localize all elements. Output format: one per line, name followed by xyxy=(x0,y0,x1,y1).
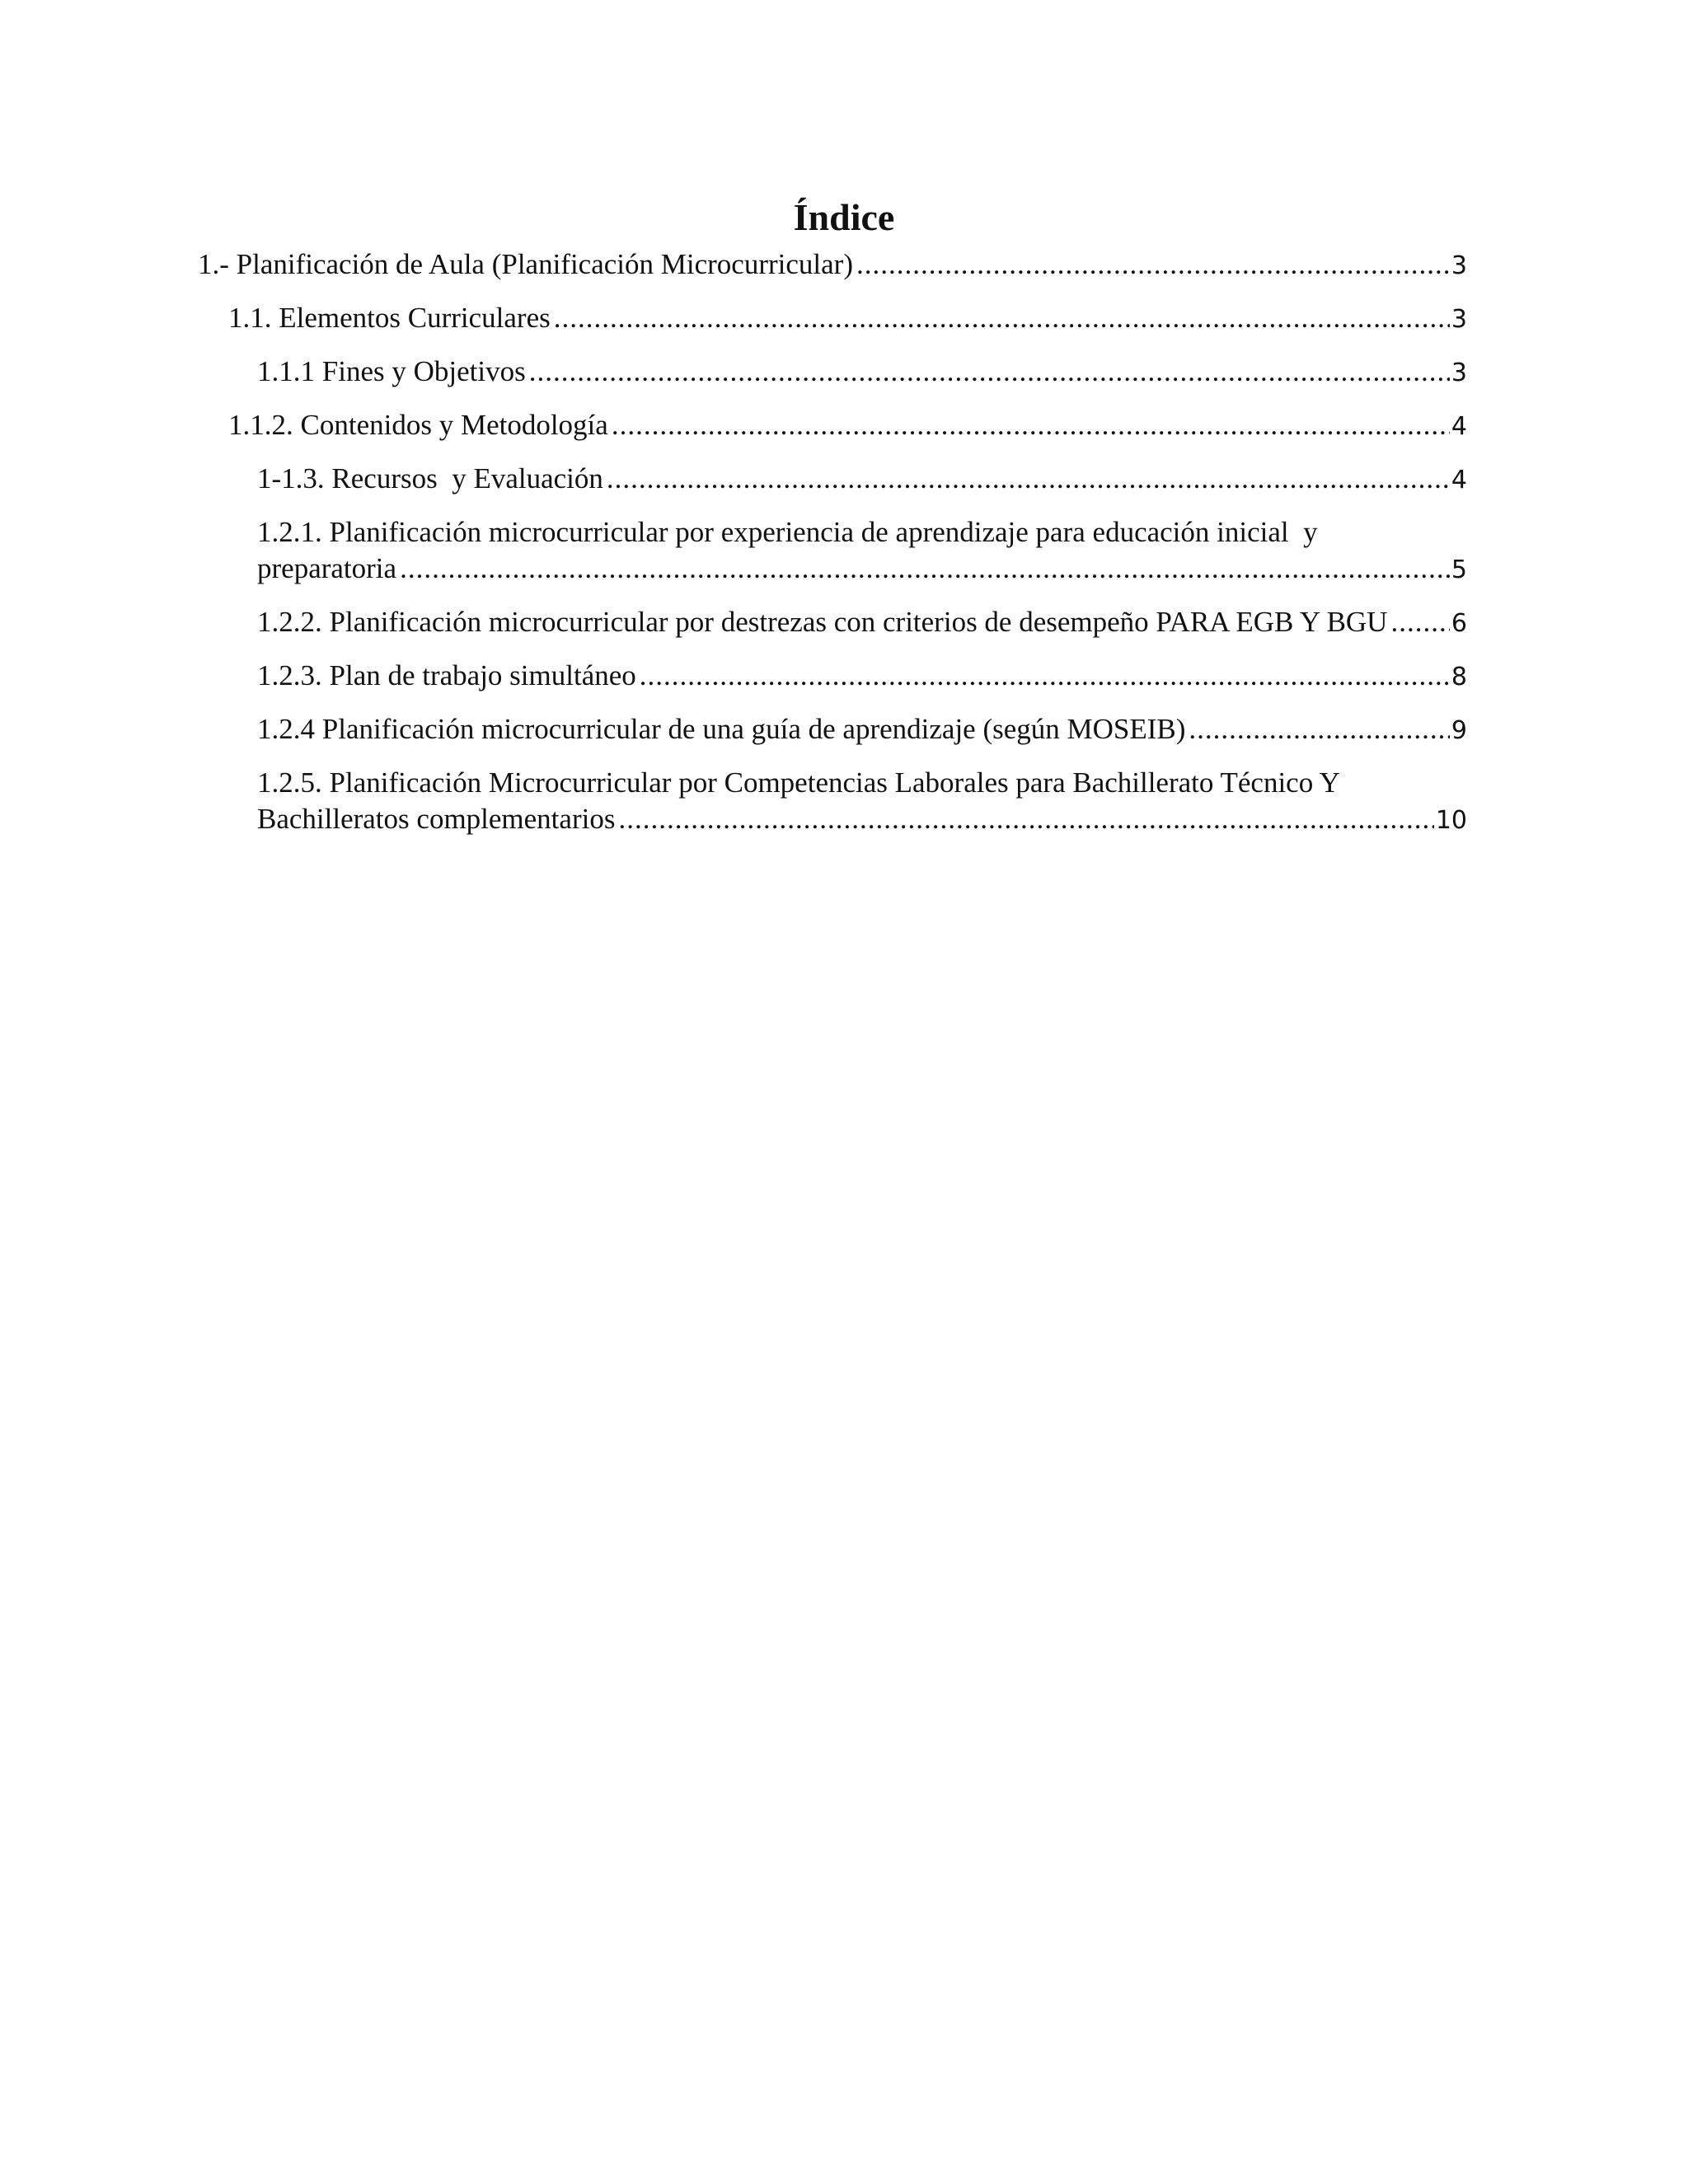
toc-entry-text: 1.2.2. Planificación microcurricular por destrezas con criterios de desempeño PARA EGB Y BGU xyxy=(257,606,1388,638)
toc-leader xyxy=(618,801,1433,837)
toc-entry[interactable] xyxy=(198,246,1467,283)
toc-entry[interactable] xyxy=(228,407,1467,443)
toc-leader xyxy=(612,407,1450,443)
toc-leader xyxy=(640,658,1450,694)
toc-entry[interactable] xyxy=(257,461,1467,497)
toc-entry-text: 1.1.2. Contenidos y Metodología xyxy=(228,409,608,441)
toc-entry-text: 1.- Planificación de Aula (Planificación Microcurricular) xyxy=(198,248,853,280)
toc-leader xyxy=(529,354,1450,390)
toc-page-number: 3 xyxy=(1451,251,1467,280)
toc-leader xyxy=(607,461,1450,497)
toc-entry[interactable] xyxy=(257,551,1467,587)
toc-entry-text: 1.2.1. Planificación microcurricular por experiencia de aprendizaje para educación inicial y xyxy=(257,516,1318,548)
toc-entry-text: 1.2.4 Planificación microcurricular de una guía de aprendizaje (según MOSEIB) xyxy=(257,713,1186,745)
toc-entry[interactable] xyxy=(257,801,1467,837)
toc-leader xyxy=(856,246,1450,283)
toc-leader xyxy=(554,300,1450,336)
toc-entry-text: 1.1. Elementos Curriculares xyxy=(228,302,551,334)
toc-entry[interactable] xyxy=(257,354,1467,390)
toc-entry[interactable] xyxy=(257,604,1467,640)
toc-page-number: 9 xyxy=(1451,716,1467,745)
toc-entry-text: 1.2.5. Planificación Microcurricular por Competencias Laborales para Bachillerato Técnico Y xyxy=(257,766,1340,799)
toc-page-number: 4 xyxy=(1451,412,1467,441)
toc-entry-text-continued: preparatoria xyxy=(257,552,397,584)
toc-entry-text: 1-1.3. Recursos y Evaluación xyxy=(257,462,603,494)
toc-entry[interactable] xyxy=(257,658,1467,694)
toc-entry-text: 1.2.3. Plan de trabajo simultáneo xyxy=(257,659,636,691)
toc-leader xyxy=(400,551,1450,587)
toc-leader xyxy=(1390,604,1449,640)
toc-entry-text-continued: Bachilleratos complementarios xyxy=(257,803,616,835)
toc-entry-text: 1.1.1 Fines y Objetivos xyxy=(257,355,526,387)
toc-entry[interactable] xyxy=(257,711,1467,748)
toc-page-number: 10 xyxy=(1435,806,1467,835)
toc-page-number: 6 xyxy=(1451,609,1467,638)
page-title: Índice xyxy=(793,196,895,238)
toc-page-number: 8 xyxy=(1451,663,1467,691)
toc-page-number: 4 xyxy=(1451,466,1467,494)
toc-page-number: 5 xyxy=(1451,555,1467,584)
toc-entry-wrapped-line[interactable] xyxy=(257,514,1318,551)
toc-entry[interactable] xyxy=(228,300,1467,336)
toc-page-number: 3 xyxy=(1451,359,1467,387)
toc-entry-wrapped-line[interactable] xyxy=(257,765,1340,801)
toc-leader xyxy=(1189,711,1449,748)
toc-page-number: 3 xyxy=(1451,305,1467,334)
